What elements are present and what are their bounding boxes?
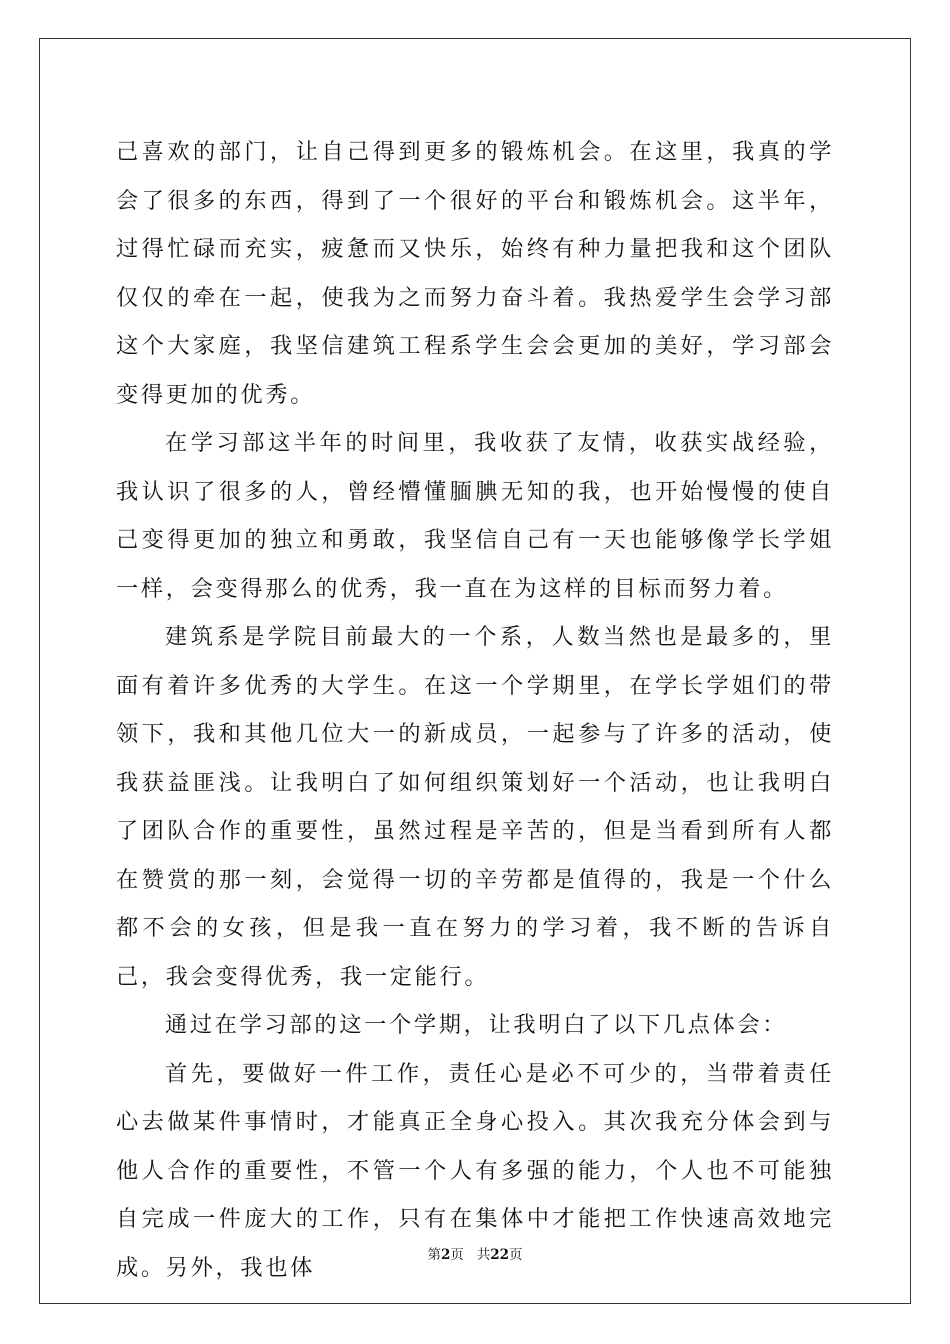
page-label-prefix: 第 [427,1247,441,1263]
page-label-suffix: 页 [450,1247,464,1263]
page-number: 2 [440,1247,451,1263]
page-footer [0,1246,950,1264]
document-body [116,128,834,1292]
total-label-suffix: 页 [509,1247,523,1263]
paragraph-3: 建筑系是学院目前最大的一个系，人数当然也是最多的，里面有着许多优秀的大学生。在这一个学期里，在学长学姐们的带领下，我和其他几位大一的新成员，一起参与了许多的活动，使我获益匪浅。让我明白了如何组织策划好一个活动，也让我明白了团队合作的重要性，虽然过程是辛苦的，但是当看到所有人都在赞赏的那一刻，会觉得一切的辛劳都是值得的，我是一个什么都不会的女孩，但是我一直在努力的学习着，我不断的告诉自己，我会变得优秀，我一定能行。 [116,624,834,990]
paragraph-5: 首先，要做好一件工作，责任心是必不可少的，当带着责任心去做某件事情时，才能真正全身心投入。其次我充分体会到与他人合作的重要性，不管一个人有多强的能力，个人也不可能独自完成一件庞大的工作，只有在集体中才能把工作快速高效地完成。另外，我也体 [116,1060,834,1281]
paragraph-1: 己喜欢的部门，让自己得到更多的锻炼机会。在这里，我真的学会了很多的东西，得到了一个很好的平台和锻炼机会。这半年，过得忙碌而充实，疲惫而又快乐，始终有种力量把我和这个团队仅仅的牵在一起，使我为之而努力奋斗着。我热爱学生会学习部这个大家庭，我坚信建筑工程系学生会会更加的美好，学习部会变得更加的优秀。 [116,139,834,408]
total-label-prefix: 共 [476,1247,491,1263]
paragraph-2: 在学习部这半年的时间里，我收获了友情，收获实战经验，我认识了很多的人，曾经懵懂腼腆无知的我，也开始慢慢的使自己变得更加的独立和勇敢，我坚信自己有一天也能够像学长学姐一样，会变得那么的优秀，我一直在为这样的目标而努力着。 [116,430,834,602]
total-pages: 22 [490,1247,510,1263]
paragraph-4: 通过在学习部的这一个学期，让我明白了以下几点体会： [165,1012,788,1038]
